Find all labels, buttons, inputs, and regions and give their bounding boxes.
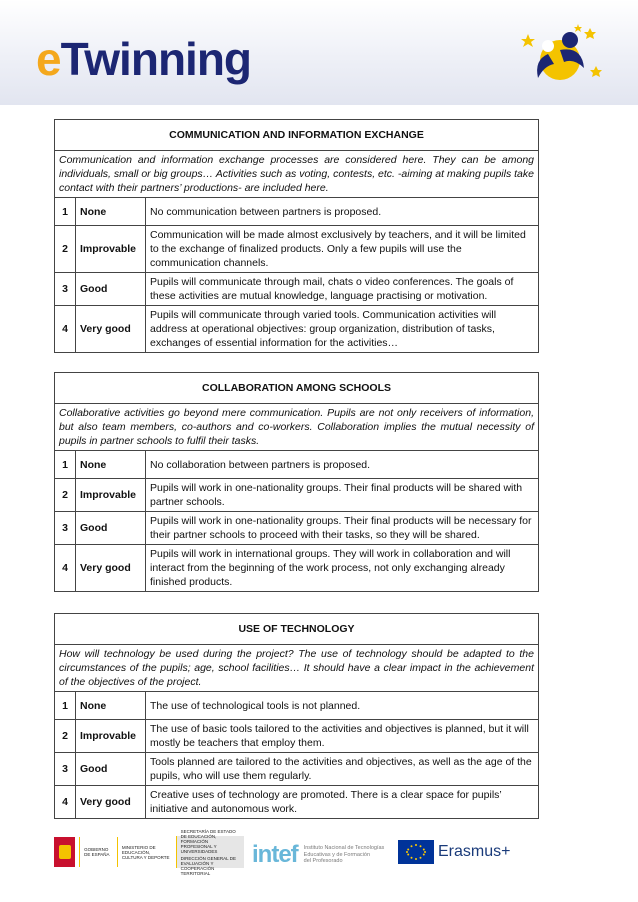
level-text: Pupils will work in one-nationality groups. Their final products will be shared with partner schools.: [146, 479, 539, 512]
level-number: 4: [55, 786, 76, 819]
rubric-technology: [54, 613, 539, 819]
table-row: [55, 226, 539, 273]
level-text: Pupils will work in international groups. They will work in collaboration and will interact from the beginning of the work process, not only exchanging already finished products.: [146, 545, 539, 592]
etwinning-logo: [36, 33, 252, 85]
level-number: 2: [55, 720, 76, 753]
spain-government-logo: [54, 828, 244, 876]
level-text: Pupils will communicate through varied tools. Communication activities will address at operational objectives: group organization, distribution of tasks, exchanges of essential information for the activities…: [146, 306, 539, 353]
level-text: The use of basic tools tailored to the activities and objectives is planned, but it will mostly be teachers that employ them.: [146, 720, 539, 753]
table-row: [55, 692, 539, 720]
level-number: 4: [55, 306, 76, 353]
level-number: 1: [55, 451, 76, 479]
level-name: Very good: [76, 545, 146, 592]
intef-caption: [304, 845, 385, 865]
level-text: Communication will be made almost exclusively by teachers, and it will be limited to the exchange of finalized products. Only a few pupils will use the communication channels.: [146, 226, 539, 273]
level-text: No communication between partners is proposed.: [146, 198, 539, 226]
intef-logo: [252, 840, 384, 870]
level-number: 1: [55, 692, 76, 720]
intef-wordmark: intef: [252, 841, 298, 868]
level-text: Pupils will communicate through mail, chats o video conferences. The goals of these activities are mutual knowledge, language practising or motivation.: [146, 273, 539, 306]
level-name: None: [76, 451, 146, 479]
level-name: Good: [76, 512, 146, 545]
level-number: 3: [55, 753, 76, 786]
spain-direccion-text: DIRECCIÓN GENERAL DE EVALUACIÓN Y COOPERACIÓN TERRITORIAL: [180, 855, 236, 876]
table-row: [55, 753, 539, 786]
spain-shield-icon: [54, 837, 75, 867]
level-number: 3: [55, 512, 76, 545]
rubric-communication: [54, 119, 539, 353]
erasmus-wordmark: Erasmus+: [438, 843, 511, 860]
spain-secretaria-text: SECRETARÍA DE ESTADO DE EDUCACIÓN, FORMACIÓN PROFESIONAL Y UNIVERSIDADES: [180, 828, 236, 854]
table-row: [55, 198, 539, 226]
table-row: [55, 479, 539, 512]
level-text: The use of technological tools is not planned.: [146, 692, 539, 720]
spain-gov-text: GOBIERNO DE ESPAÑA: [79, 837, 117, 867]
spain-ministry-text: MINISTERIO DE EDUCACIÓN, CULTURA Y DEPORTE: [117, 837, 176, 867]
level-text: Pupils will work in one-nationality groups. Their final products will be necessary for their partner schools to proceed with their tasks, so they will be shared.: [146, 512, 539, 545]
section-description: Collaborative activities go beyond mere communication. Pupils are not only receivers of information, but also team members, co-authors and co-workers. Collaboration implies the mutual necessity of pupils in partner schools to fulfil their tasks.: [55, 404, 539, 451]
intef-caption-line: Instituto Nacional de Tecnologías: [303, 845, 385, 852]
erasmus-logo: [398, 840, 510, 864]
level-number: 2: [55, 479, 76, 512]
level-text: Tools planned are tailored to the activities and objectives, as well as the age of the pupils, who will use them regularly.: [146, 753, 539, 786]
logo-e: e: [36, 33, 61, 85]
eu-flag-icon: [398, 840, 434, 864]
level-text: Creative uses of technology are promoted. There is a clear space for pupils’ initiative and autonomous work.: [146, 786, 539, 819]
level-name: Improvable: [76, 226, 146, 273]
section-title: COMMUNICATION AND INFORMATION EXCHANGE: [55, 120, 539, 151]
level-name: None: [76, 692, 146, 720]
table-row: [55, 545, 539, 592]
level-name: None: [76, 198, 146, 226]
level-name: Improvable: [76, 479, 146, 512]
table-row: [55, 720, 539, 753]
section-title: COLLABORATION AMONG SCHOOLS: [55, 373, 539, 404]
table-row: [55, 306, 539, 353]
table-row: [55, 451, 539, 479]
section-description: How will technology be used during the project? The use of technology should be adapted to the circumstances of the pupils; age, school facilities… It should have a clear impact in the achievement of the objectives of the project.: [55, 645, 539, 692]
rubric-collaboration: [54, 372, 539, 592]
intef-caption-line: del Profesorado: [303, 858, 343, 865]
level-number: 1: [55, 198, 76, 226]
level-name: Improvable: [76, 720, 146, 753]
table-row: [55, 273, 539, 306]
level-name: Good: [76, 273, 146, 306]
logo-twinning: Twinning: [60, 33, 252, 85]
section-title: USE OF TECHNOLOGY: [55, 614, 539, 645]
level-number: 4: [55, 545, 76, 592]
intef-caption-line: Educativas y de Formación: [303, 851, 371, 858]
table-row: [55, 512, 539, 545]
section-description: Communication and information exchange processes are considered here. They can be among individuals, small or big groups… Activities such as voting, contests, etc. -aiming at making pupils take contact with their partners’ productions- are included here.: [55, 151, 539, 198]
footer-logos: [0, 830, 638, 880]
level-name: Very good: [76, 786, 146, 819]
etwinning-emblem-icon: [508, 20, 604, 92]
level-name: Good: [76, 753, 146, 786]
spain-dept-block: [176, 828, 244, 876]
table-row: [55, 786, 539, 819]
level-name: Very good: [76, 306, 146, 353]
level-text: No collaboration between partners is proposed.: [146, 451, 539, 479]
level-number: 3: [55, 273, 76, 306]
level-number: 2: [55, 226, 76, 273]
